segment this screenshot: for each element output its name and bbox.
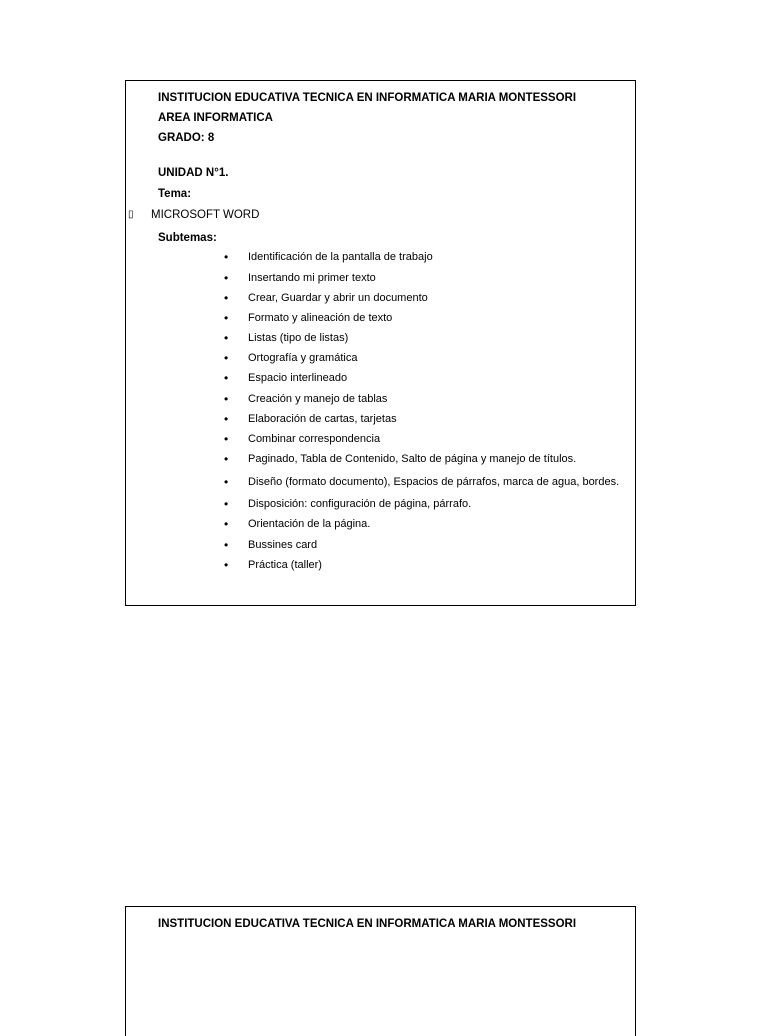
institution-title: INSTITUCION EDUCATIVA TECNICA EN INFORMATICA MARIA MONTESSORI	[158, 92, 577, 104]
list-item: Formato y alineación de texto	[248, 312, 393, 324]
bullet-icon: •	[224, 412, 229, 426]
list-item: Práctica (taller)	[248, 559, 322, 571]
bullet-icon: •	[224, 250, 229, 264]
bullet-icon: •	[224, 538, 229, 552]
list-item: Identificación de la pantalla de trabajo	[248, 251, 433, 263]
list-item: Paginado, Tabla de Contenido, Salto de página y manejo de títulos.	[248, 453, 577, 465]
bullet-icon: •	[224, 271, 229, 285]
subtopics-label: Subtemas:	[158, 232, 217, 244]
list-item: Crear, Guardar y abrir un documento	[248, 292, 428, 304]
bullet-icon: •	[224, 291, 229, 305]
list-item: Diseño (formato documento), Espacios de párrafos, marca de agua, bordes.	[248, 476, 620, 488]
topic-label: Tema:	[158, 188, 192, 200]
list-item: Orientación de la página.	[248, 518, 371, 530]
bullet-icon: •	[224, 351, 229, 365]
area-label: AREA INFORMATICA	[158, 112, 273, 124]
bullet-icon: •	[224, 452, 229, 466]
list-item: Combinar correspondencia	[248, 433, 381, 445]
topic-title: MICROSOFT WORD	[151, 209, 260, 221]
bullet-icon: •	[224, 311, 229, 325]
list-item: Listas (tipo de listas)	[248, 332, 349, 344]
bullet-icon: •	[224, 475, 229, 489]
bullet-icon: •	[224, 558, 229, 572]
bullet-icon: •	[224, 371, 229, 385]
unit-label: UNIDAD N°1.	[158, 167, 229, 179]
missing-glyph-icon: ▯	[128, 209, 134, 220]
list-item: Elaboración de cartas, tarjetas	[248, 413, 397, 425]
institution-title-page-2: INSTITUCION EDUCATIVA TECNICA EN INFORMATICA MARIA MONTESSORI	[158, 918, 577, 930]
list-item: Ortografía y gramática	[248, 352, 358, 364]
bullet-icon: •	[224, 331, 229, 345]
bullet-icon: •	[224, 392, 229, 406]
bullet-icon: •	[224, 497, 229, 511]
list-item: Insertando mi primer texto	[248, 272, 376, 284]
bullet-icon: •	[224, 432, 229, 446]
bullet-icon: •	[224, 517, 229, 531]
page-1-frame	[125, 80, 636, 606]
list-item: Creación y manejo de tablas	[248, 393, 388, 405]
grade-label: GRADO: 8	[158, 132, 215, 144]
list-item: Bussines card	[248, 539, 318, 551]
list-item: Espacio interlineado	[248, 372, 348, 384]
list-item: Disposición: configuración de página, párrafo.	[248, 498, 472, 510]
